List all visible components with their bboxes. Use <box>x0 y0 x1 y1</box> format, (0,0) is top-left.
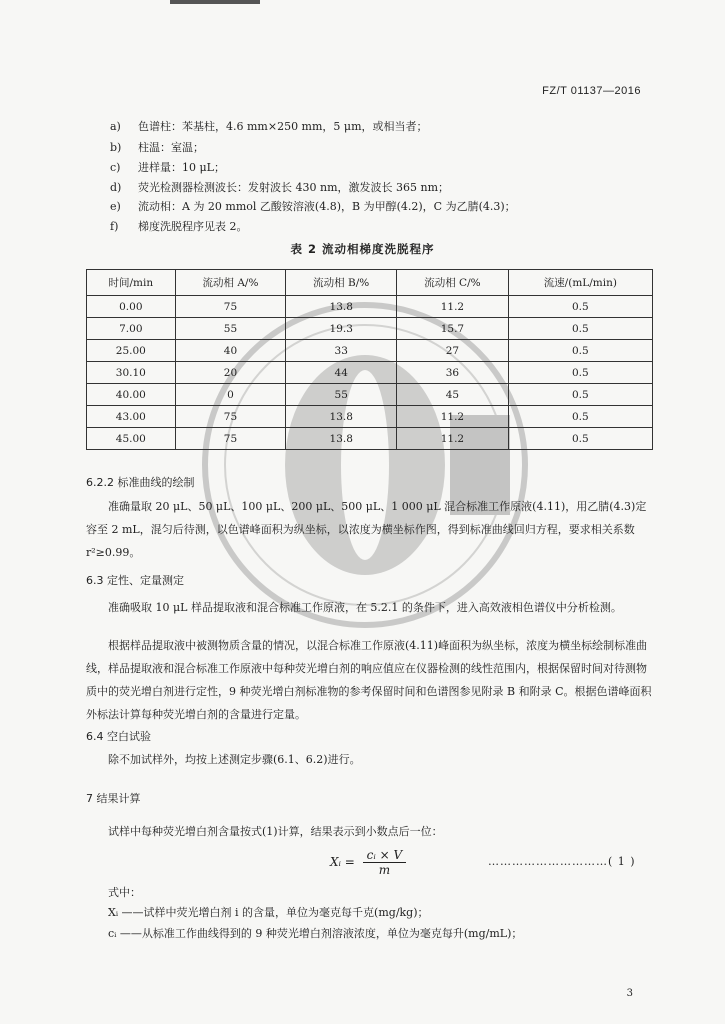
table-cell: 43.00 <box>87 406 176 428</box>
table-cell: 11.2 <box>397 296 509 318</box>
condition-item: a) 色谱柱：苯基柱，4.6 mm×250 mm，5 μm，或相当者； <box>110 120 428 133</box>
formula-lhs: Xᵢ = <box>330 855 359 869</box>
formula-fraction <box>363 848 406 877</box>
table-title: 表 2 流动相梯度洗脱程序 <box>290 242 435 256</box>
table-cell: 75 <box>175 406 286 428</box>
table-row <box>87 318 653 340</box>
column-header: 流动相 A/% <box>175 270 286 296</box>
where-intro: 式中： <box>108 886 141 899</box>
table-cell: 7.00 <box>87 318 176 340</box>
standard-code: FZ/T 01137—2016 <box>542 85 641 97</box>
table-cell: 13.8 <box>286 428 397 450</box>
condition-item: b) 柱温：室温； <box>110 141 204 154</box>
table-cell: 0.5 <box>508 296 652 318</box>
table-cell: 45.00 <box>87 428 176 450</box>
section-heading-6-3: 6.3 定性、定量测定 <box>86 574 184 587</box>
column-header: 流速/(mL/min) <box>508 270 652 296</box>
table-row <box>87 406 653 428</box>
table-row <box>87 362 653 384</box>
table-cell: 0 <box>175 384 286 406</box>
condition-item: d) 荧光检测器检测波长：发射波长 430 nm，激发波长 365 nm； <box>110 181 450 194</box>
condition-item: e) 流动相：A 为 20 mmol 乙酸铵溶液(4.8)，B 为甲醇(4.2)，C 为乙腈(4.3)； <box>110 200 516 213</box>
table-cell: 0.5 <box>508 318 652 340</box>
table-cell: 40 <box>175 340 286 362</box>
table-cell: 0.00 <box>87 296 176 318</box>
table-cell: 75 <box>175 296 286 318</box>
column-header: 流动相 B/% <box>286 270 397 296</box>
table-row <box>87 296 653 318</box>
gradient-table <box>86 269 653 450</box>
paragraph-blank-test: 除不加试样外，均按上述测定步骤(6.1、6.2)进行。 <box>108 753 361 766</box>
page-number: 3 <box>626 988 633 999</box>
table-cell: 11.2 <box>397 428 509 450</box>
table-cell: 0.5 <box>508 340 652 362</box>
table-cell: 55 <box>175 318 286 340</box>
top-binding-mark <box>170 0 260 4</box>
table-cell: 75 <box>175 428 286 450</box>
table-cell: 0.5 <box>508 384 652 406</box>
table-cell: 13.8 <box>286 406 397 428</box>
where-item: Xᵢ ——试样中荧光增白剂 i 的含量，单位为毫克每千克(mg/kg)； <box>108 906 429 919</box>
column-header: 时间/min <box>87 270 176 296</box>
table-row <box>87 428 653 450</box>
table-cell: 0.5 <box>508 428 652 450</box>
table-header-row <box>87 270 653 296</box>
table-cell: 20 <box>175 362 286 384</box>
table-cell: 13.8 <box>286 296 397 318</box>
paragraph-standard-curve: 准确量取 20 μL、50 μL、100 μL、200 μL、500 μL、1 000 μL 混合标准工作原液(4.11)，用乙腈(4.3)定容至 2 mL，混匀后待测，以色谱峰面积为纵坐标，以浓度为横坐标作图，得到标准曲线回归方程，要求相关系数 r²≥0.99。 <box>86 500 647 559</box>
paragraph-injection: 准确吸取 10 μL 样品提取液和混合标准工作原液，在 5.2.1 的条件下，进入高效液相色谱仪中分析检测。 <box>108 601 622 614</box>
table-row <box>87 384 653 406</box>
table-cell: 55 <box>286 384 397 406</box>
table-cell: 0.5 <box>508 362 652 384</box>
table-cell: 33 <box>286 340 397 362</box>
column-header: 流动相 C/% <box>397 270 509 296</box>
where-item: cᵢ ——从标准工作曲线得到的 9 种荧光增白剂溶液浓度，单位为毫克每升(mg/mL)； <box>108 927 523 940</box>
table-cell: 27 <box>397 340 509 362</box>
table-cell: 11.2 <box>397 406 509 428</box>
section-heading-6-4: 6.4 空白试验 <box>86 730 151 743</box>
table-cell: 15.7 <box>397 318 509 340</box>
condition-item: c) 进样量：10 μL； <box>110 161 225 174</box>
table-cell: 45 <box>397 384 509 406</box>
condition-item: f) 梯度洗脱程序见表 2。 <box>110 220 248 233</box>
table-cell: 36 <box>397 362 509 384</box>
table-cell: 0.5 <box>508 406 652 428</box>
section-heading-6-2-2: 6.2.2 标准曲线的绘制 <box>86 476 195 489</box>
section-heading-7: 7 结果计算 <box>86 792 141 805</box>
table-cell: 25.00 <box>87 340 176 362</box>
table-cell: 40.00 <box>87 384 176 406</box>
formula-1 <box>330 848 406 877</box>
paragraph-quantification: 根据样品提取液中被测物质含量的情况，以混合标准工作原液(4.11)峰面积为纵坐标，浓度为横坐标绘制标准曲线，样品提取液和混合标准工作原液中每种荧光增白剂的响应值应在仪器检测的线性范围内，根据保留时间对待测物质中的荧光增白剂进行定性，9 种荧光增白剂标准物的参考保留时间和色谱图参见附录 B 和附录 C。根据色谱峰面积外标法计算每种荧光增白剂的含量进行定量。 <box>86 639 652 721</box>
formula-numerator: cᵢ × V <box>363 848 406 863</box>
formula-number: …………………………( 1 ) <box>488 855 636 868</box>
formula-denominator: m <box>378 863 391 877</box>
paragraph-calculation: 试样中每种荧光增白剂含量按式(1)计算，结果表示到小数点后一位： <box>108 825 443 838</box>
table-cell: 30.10 <box>87 362 176 384</box>
table-cell: 19.3 <box>286 318 397 340</box>
table-row <box>87 340 653 362</box>
table-cell: 44 <box>286 362 397 384</box>
